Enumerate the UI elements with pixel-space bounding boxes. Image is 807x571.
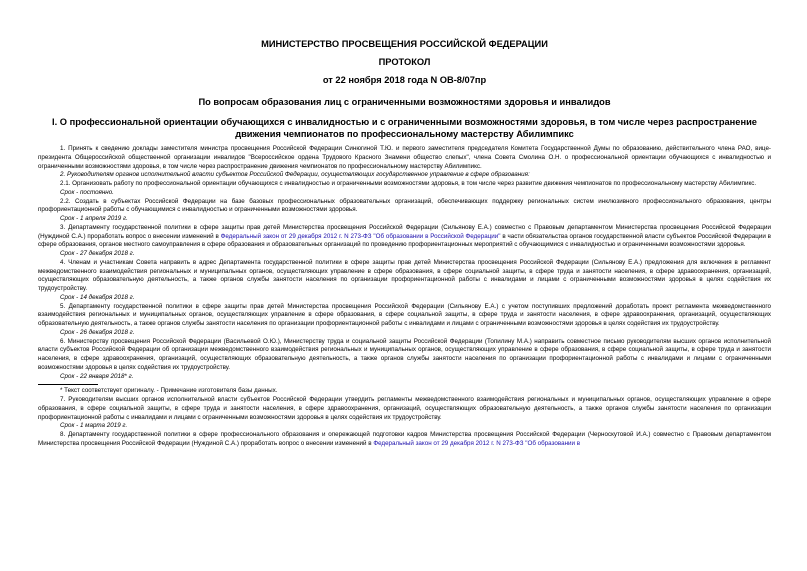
paragraph-4: 4. Членам и участникам Совета направить в адрес Департамента государственной политики в сфере защиты прав детей Министерства просвещения Российской Федерации (Сильянову Е.А.) предложения для включения в регламент межведомственного взаимодействия региональных и муниципальных органов, осуществляющих управление в сфере образования, в сфере социальной защиты, в сфере труда и занятости населения, в сфере здравоохранения, организаций, осуществляющих образовательную деятельность, а также органов службы занятости населения по организации профориентационной работы с инвалидами и лицами с ограниченными возможностями здоровья в целях содействия их трудоустройству. [38, 258, 771, 292]
paragraph-8 [38, 431, 771, 449]
deadline-7: Срок - 1 марта 2019 г. [60, 422, 128, 430]
paragraph-1: 1. Принять к сведению доклады заместителя министра просвещения Российской Федерации Синюгиной Т.Ю. и первого заместителя председателя Комитета Государственной Думы по образованию, действительного члена РАО, вице-президента Общероссийской общественной организации инвалидов "Всероссийское ордена Трудового Красного Знамени общество слепых", члена Совета Смолина О.Н. о профессиональной ориентации обучающихся с инвалидностью и ограниченными возможностями здоровья, в том числе через распространение движения чемпионатов по профессиональному мастерству Абилимпикс. [38, 145, 771, 170]
federal-law-link[interactable]: Федеральный закон от 29 декабря 2012 г. N 273-ФЗ "Об образовании в Российской Федерации" [220, 232, 501, 240]
document-type: ПРОТОКОЛ [378, 57, 431, 67]
footnote: * Текст соответствует оригиналу. - Примечание изготовителя базы данных. [60, 387, 278, 395]
section-title: I. О профессиональной ориентации обучающихся с инвалидностью и с ограниченными возможностями здоровья, в том числе через распространение движения чемпионатов по профессиональному мастерству Абилимпикс [52, 117, 757, 139]
deadline-6: Срок - 22 января 2018* г. [60, 372, 134, 380]
deadline-2-1: Срок - постоянно. [60, 188, 114, 196]
document-body [38, 145, 771, 449]
paragraph-2: 2. Руководителям органов исполнительной власти субъектов Российской Федерации, осуществляющих государственное управление в сфере образования: [60, 171, 530, 179]
deadline-2-2: Срок - 1 апреля 2019 г. [60, 215, 128, 222]
paragraph-5: 5. Департаменту государственной политики в сфере защиты прав детей Министерства просвещения Российской Федерации (Сильянову Е.А.) с учетом поступивших предложений доработать проект регламента межведомственного взаимодействия региональных и муниципальных органов, осуществляющих управление в сфере образования, в сфере социальной защиты, в сфере труда и занятости населения, в сфере здравоохранения, организаций, осуществляющих образовательную деятельность, а также органов службы занятости населения по организации профориентационной работы с инвалидами и лицами с ограниченными возможностями здоровья в целях содействия их трудоустройству. [38, 302, 771, 327]
paragraph-2-2: 2.2. Создать в субъектах Российской Федерации на базе базовых профессиональных образовательных организаций, обеспечивающих поддержку региональных систем инклюзивного профессионального образования, центры профориентационной работы с обучающимися с инвалидностью и ограниченными возможностями здоровья. [38, 197, 771, 214]
paragraph-2-1: 2.1. Организовать работу по профессиональной ориентации обучающихся с инвалидностью и ограниченными возможностями здоровья, в том числе через развитие движения чемпионатов по профессиональному мастерству Абилимпикс. [60, 180, 757, 187]
paragraph-3-text-b: в части обязательства органов государственной власти субъектов Российской Федерации в сфере образования, органов местного самоуправления в сфере образования и образовательных организаций по проведению профориентационных мероприятий с обучающимися с инвалидностью и ограниченными возможностями здоровья. [38, 232, 771, 249]
deadline-3: Срок - 27 декабря 2018 г. [60, 250, 135, 257]
federal-law-link-2[interactable]: Федеральный закон от 29 декабря 2012 г. N 273-ФЗ "Об образовании в [373, 439, 581, 447]
footnote-divider [38, 384, 98, 385]
paragraph-6: 6. Министерству просвещения Российской Федерации (Васильевой О.Ю.), Министерству труда и социальной защиты Российской Федерации (Топилину М.А.) направить совместное письмо руководителям высших органов исполнительной власти субъектов Российской Федерации об организации межведомственного взаимодействия региональных и муниципальных органов, осуществляющих управление в сфере образования, в сфере социальной защиты, в сфере труда и занятости населения, в сфере здравоохранения, организаций, осуществляющих образовательную деятельность, а также органов службы занятости населения по организации профориентационной работы с инвалидами и лицами с ограниченными возможностями здоровья в целях содействия их трудоустройству. [38, 337, 771, 371]
paragraph-8-text-a: 8. Департаменту государственной политики в сфере профессионального образования и опережающей подготовки кадров Министерства просвещения Российской Федерации (Черноскутовой И.А.) совместно с Правовым департаментом Министерства просвещения Российской Федерации (Нуждиной С.А.) проработать вопрос о внесении изменений в [38, 431, 771, 447]
ministry-title: МИНИСТЕРСТВО ПРОСВЕЩЕНИЯ РОССИЙСКОЙ ФЕДЕРАЦИИ [261, 39, 548, 49]
document-date-number: от 22 ноября 2018 года N ОВ-8/07пр [322, 75, 487, 85]
deadline-4: Срок - 14 декабря 2018 г. [60, 293, 135, 301]
deadline-5: Срок - 26 декабря 2018 г. [60, 328, 135, 336]
document-subject: По вопросам образования лиц с ограниченными возможностями здоровья и инвалидов [198, 97, 611, 107]
paragraph-3-text-a: 3. Департаменту государственной политики в сфере защиты прав детей Министерства просвещения Российской Федерации (Сильянову Е.А.) совместно с Правовым департаментом Министерства просвещения Российской Федерации (Нуждиной С.А.) проработать вопрос о внесении изменений в [38, 223, 771, 240]
paragraph-3 [38, 224, 771, 250]
paragraph-7: 7. Руководителям высших органов исполнительной власти субъектов Российской Федерации утвердить регламенты межведомственного взаимодействия региональных и муниципальных органов, осуществляющих управление в сфере образования, в сфере социальной защиты, в сфере труда и занятости населения, в сфере здравоохранения, организаций, осуществляющих образовательную деятельность, а также органов службы занятости населения по организации профориентационной работы с инвалидами и лицами с ограниченными возможностями здоровья в целях содействия их трудоустройству. [38, 396, 771, 421]
